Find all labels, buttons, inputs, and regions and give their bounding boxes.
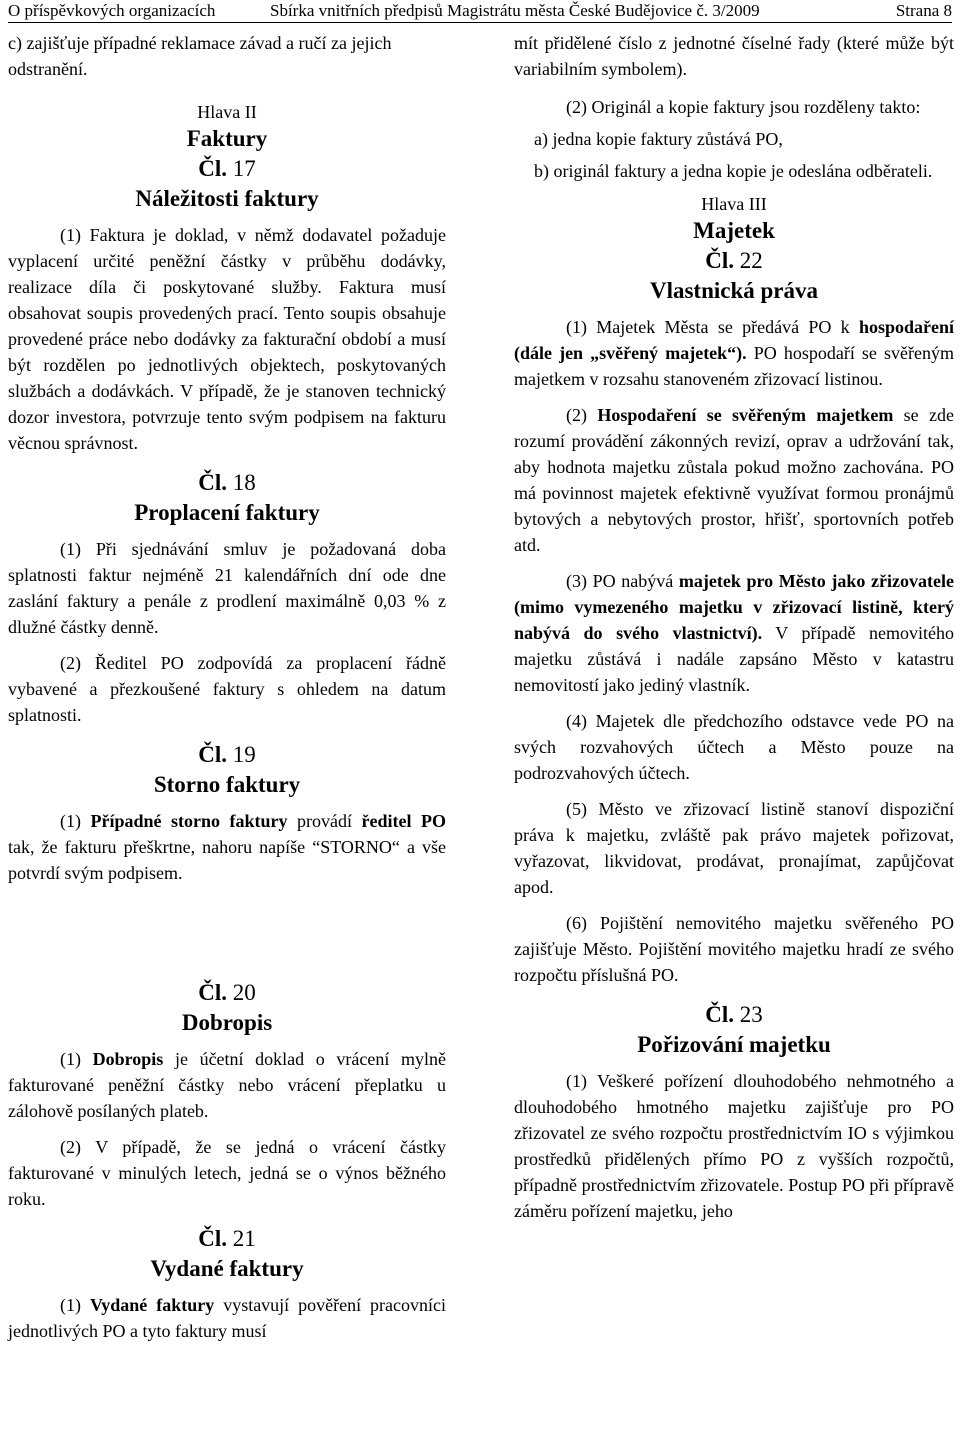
invoice-copies-item-a: a) jedna kopie faktury zůstává PO, (534, 129, 783, 149)
header-page-number: Strana 8 (895, 1, 952, 20)
article-23-prefix: Čl. (705, 1002, 734, 1027)
page-header (8, 0, 952, 23)
article-17-title: Náležitosti faktury (135, 186, 319, 211)
article-22-title: Vlastnická práva (649, 278, 819, 303)
article-21-p1-a: (1) (60, 1295, 90, 1315)
article-20-number: 20 (227, 980, 256, 1005)
article-22-p1-a: (1) Majetek Města se předává PO k (566, 317, 859, 337)
article-19-p1-bold-2: ředitel PO (361, 811, 446, 831)
article-22-p3-a: (3) PO nabývá (566, 571, 679, 591)
article-20-p1-c: je účetní doklad o vrácení mylně fakturované peněžní částky nebo vrácení přeplatku u zálohově posílaných plateb. (8, 1049, 446, 1121)
article-21-paragraph-1 (8, 1292, 446, 1344)
invoice-copies-item-b: b) originál faktury a jedna kopie je odeslána odběrateli. (534, 161, 933, 181)
article-22-p2-a: (2) (566, 405, 598, 425)
article-18-heading (8, 468, 446, 498)
article-22-paragraph-4: (4) Majetek dle předchozího odstavce vede PO na svých rozvahových účtech a Město pouze na podrozvahových účtech. (514, 711, 954, 783)
article-17-number: 17 (227, 156, 256, 181)
article-19-p1-bold-1: Případné storno faktury (90, 811, 288, 831)
article-19-number: 19 (227, 742, 256, 767)
hlava-iii-label: Hlava III (701, 194, 767, 214)
article-21-number: 21 (227, 1226, 256, 1251)
article-22-p1-c: PO hospodaří se svěřeným majetkem v rozsahu stanoveném zřizovací listinou. (514, 343, 954, 389)
left-column (8, 30, 446, 1344)
article-22-prefix: Čl. (705, 248, 734, 273)
article-21-prefix: Čl. (198, 1226, 227, 1251)
article-22-p3-c: V případě nemovitého majetku zůstává i nadále zapsáno Město v katastru nemovitostí jako jediný vlastník. (514, 623, 954, 695)
hlava-iii-title: Majetek (693, 218, 775, 243)
hlava-ii-title: Faktury (186, 126, 268, 151)
article-18-number: 18 (227, 470, 256, 495)
article-19-paragraph-1 (8, 808, 446, 886)
article-22-paragraph-6: (6) Pojištění nemovitého majetku svěřeného PO zajišťuje Město. Pojištění movitého majetku hradí ze svého rozpočtu příslušná PO. (514, 913, 954, 985)
invoice-copies-paragraph: (2) Originál a kopie faktury jsou rozděleny takto: (566, 97, 921, 117)
article-22-number: 22 (734, 248, 763, 273)
article-22-paragraph-1 (514, 314, 954, 392)
article-22-p2-bold: Hospodaření se svěřeným majetkem (597, 405, 894, 425)
article-21-p1-c: vystavují pověření pracovníci jednotlivých PO a tyto faktury musí (8, 1295, 447, 1341)
article-20-paragraph-2: (2) V případě, že se jedná o vrácení částky fakturované v minulých letech, jedná se o výnos běžného roku. (8, 1137, 446, 1209)
header-center-title: Sbírka vnitřních předpisů Magistrátu města České Budějovice č. 3/2009 (270, 1, 760, 20)
article-22-p2-c: se zde rozumí provádění zákonných revizí, oprav a udržování tak, aby hodnota majetku zůstala pokud možno zachována. PO má povinnost majetek efektivně využívat formou pronájmů bytových a nebytových prostor, hřišť, sportovních potřeb atd. (514, 405, 954, 555)
article-23-heading (514, 1000, 954, 1030)
article-17-paragraph-1-part-b: Tento soupis obsahuje provedené práce nebo dodávky za fakturační období a musí být rozdělen po jednotlivých objektech, poskytovaných službách a dodávkách. V případě, že je stanoven technický dozor investora, potvrzuje tento svým podpisem na fakturu věcnou správnost. (8, 303, 446, 453)
article-18-paragraph-1: (1) Při sjednávání smluv je požadovaná doba splatnosti faktur nejméně 21 kalendářních dní ode dne zaslání faktury a penále z prodlení maximálně 0,03 % z dlužné částky denně. (8, 539, 446, 637)
article-22-paragraph-5: (5) Město ve zřizovací listině stanoví dispoziční práva k majetku, zvláště pak právo majetek pořizovat, vyřazovat, likvidovat, prodávat, pronajímat, zapůjčovat apod. (514, 799, 954, 897)
article-22-heading (514, 246, 954, 276)
article-23-title: Pořizování majetku (637, 1032, 831, 1057)
hlava-ii-label: Hlava II (197, 102, 257, 122)
article-19-p1-c: provádí (287, 811, 362, 831)
right-column (514, 30, 954, 1224)
article-21-p1-bold: Vydané faktury (89, 1295, 215, 1315)
article-18-paragraph-2: (2) Ředitel PO zodpovídá za proplacení řádně vybavené a přezkoušené faktury s ohledem na datum splatnosti. (8, 653, 446, 725)
article-22-paragraph-2 (514, 402, 954, 558)
article-17-paragraph-1-part-a: (1) Faktura je doklad, v němž dodavatel požaduje vyplacení určité peněžní částky v průběhu dodávky, realizace díla či poskytované služby. Faktura musí obsahovat soupis provedených prací. (8, 225, 446, 323)
article-17-paragraph-1 (8, 222, 446, 456)
paragraph-continued: mít přidělené číslo z jednotné číselné řady (které může být variabilním symbolem). (514, 33, 954, 79)
paragraph-c-continued: c) zajišťuje případné reklamace závad a ručí za jejich odstranění. (8, 33, 392, 79)
article-23-number: 23 (734, 1002, 763, 1027)
header-left-title: O příspěvkových organizacích (8, 1, 216, 20)
article-22-paragraph-3 (514, 568, 954, 698)
article-18-prefix: Čl. (198, 470, 227, 495)
article-20-prefix: Čl. (198, 980, 227, 1005)
article-17-prefix: Čl. (198, 156, 227, 181)
article-21-title: Vydané faktury (150, 1256, 304, 1281)
article-18-title: Proplacení faktury (134, 500, 320, 525)
article-19-prefix: Čl. (198, 742, 227, 767)
article-23-paragraph-1: (1) Veškeré pořízení dlouhodobého nehmotného a dlouhodobého hmotného majetku zajišťuje pro PO zřizovatel ze svého rozpočtu prostřednictvím IO s výjimkou prostředků přidělených přímo PO z vyšších rozpočtů, případně prostřednictvím zřizovatele. Postup PO při přípravě záměru pořízení majetku, jeho (514, 1071, 954, 1221)
article-17-heading (8, 154, 446, 184)
article-19-p1-e: tak, že fakturu přeškrtne, nahoru napíše “STORNO“ a vše potvrdí svým podpisem. (8, 837, 446, 883)
article-19-p1-a: (1) (60, 811, 91, 831)
article-22-p3-bold: majetek pro Město jako zřizovatele (mimo vymezeného majetku v zřizovací listině, který nabývá do svého vlastnictví). (514, 571, 954, 643)
article-19-title: Storno faktury (153, 772, 301, 797)
article-20-p1-bold: Dobropis (92, 1049, 164, 1069)
article-20-heading (8, 978, 446, 1008)
article-22-p1-bold: hospodaření (dále jen „svěřený majetek“). (514, 317, 954, 363)
article-20-title: Dobropis (181, 1010, 273, 1035)
article-19-heading (8, 740, 446, 770)
article-21-heading (8, 1224, 446, 1254)
article-20-paragraph-1 (8, 1046, 446, 1124)
article-20-p1-a: (1) (60, 1049, 93, 1069)
